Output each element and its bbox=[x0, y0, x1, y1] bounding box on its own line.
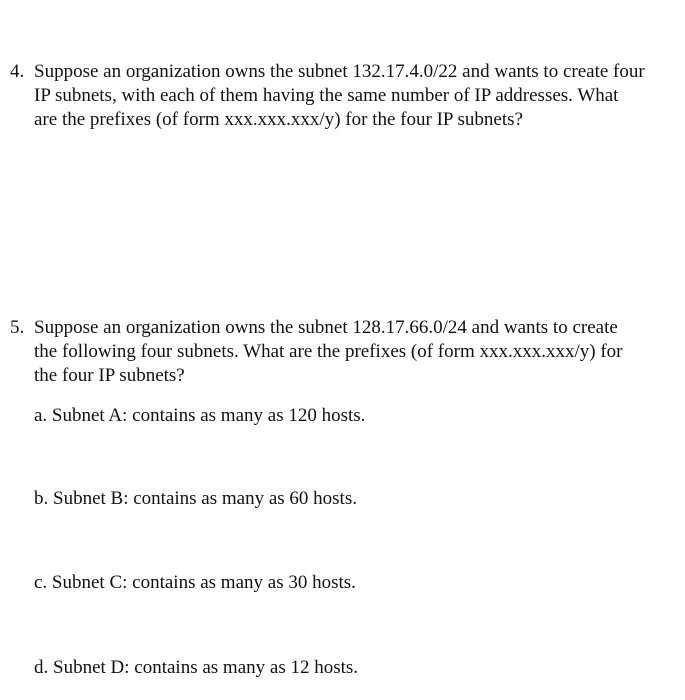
subnet-c-item: c. Subnet C: contains as many as 30 hosts. bbox=[34, 572, 356, 593]
subnet-d-item: d. Subnet D: contains as many as 12 hosts. bbox=[34, 657, 359, 678]
question-5-text: Suppose an organization owns the subnet 128.17.66.0/24 and wants to create the following four subnets. What are the prefixes (of form xxx.xxx.xxx/y) for the four IP subnets? bbox=[34, 317, 623, 386]
question-5-number: 5. bbox=[10, 317, 25, 338]
subnet-a-item: a. Subnet A: contains as many as 120 hosts. bbox=[34, 405, 366, 426]
question-5 bbox=[0, 316, 665, 388]
question-4-number: 4. bbox=[10, 61, 25, 82]
question-4 bbox=[0, 60, 665, 132]
question-4-text: Suppose an organization owns the subnet 132.17.4.0/22 and wants to create four IP subnets, with each of them having the same number of IP addresses. What are the prefixes (of form xxx.xxx.xxx/y) for the four IP subnets? bbox=[34, 61, 645, 130]
subnet-b-item: b. Subnet B: contains as many as 60 hosts. bbox=[34, 488, 357, 509]
